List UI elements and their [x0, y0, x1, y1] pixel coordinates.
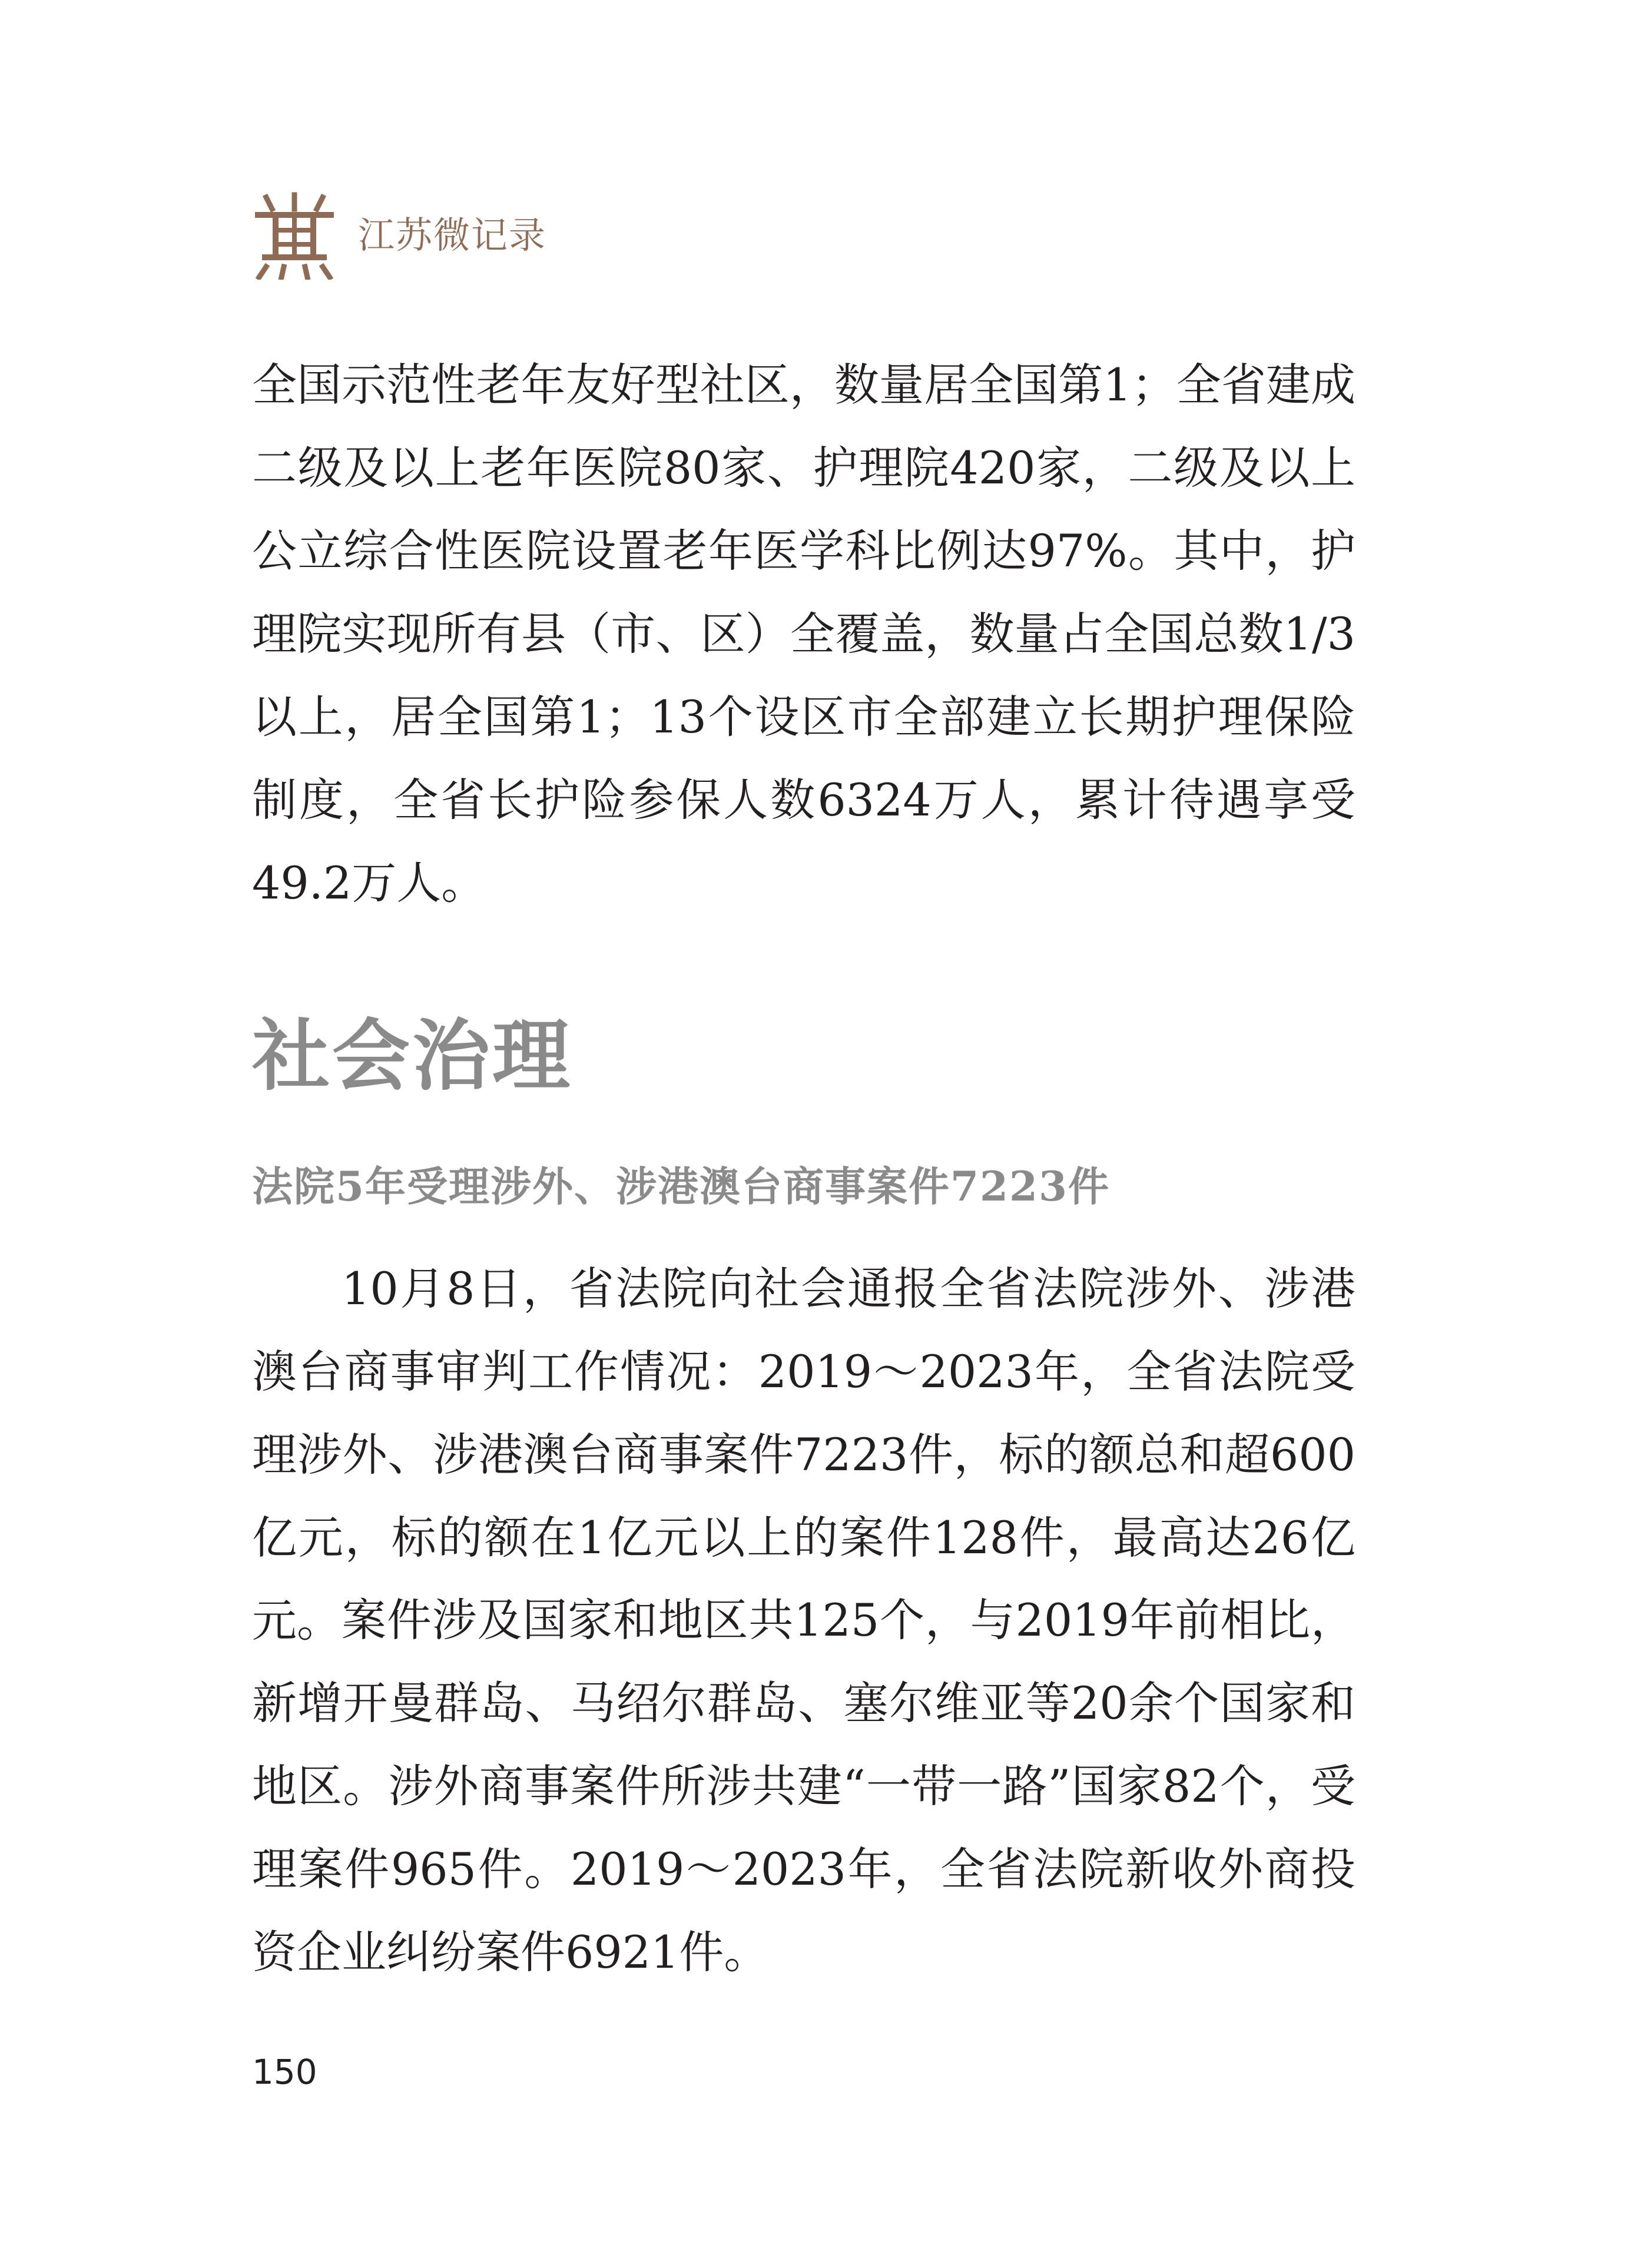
article-paragraph: 10月8日，省法院向社会通报全省法院涉外、涉港澳台商事审判工作情况：2019～2023年，全省法院受理涉外、涉港澳台商事案件7223件，标的额总和超600亿元，标的额在1亿元以上的案件128件，最高达26亿元。	[252, 1262, 1355, 1647]
page-header	[253, 191, 546, 280]
page-number: 150	[252, 2052, 317, 2092]
news-headline: 法院5年受理涉外、涉港澳台商事案件7223件	[252, 1163, 1111, 1211]
section-title: 社会治理	[252, 1011, 572, 1102]
article-paragraph: 案件涉及国家和地区共125个，与2019年前相比，新增开曼群岛、马绍尔群岛、塞尔维亚等20余个国家和地区。涉外商事案件所涉共建“一带一路”国家82个，受理案件965件。2019～2023年，全省法院新收外商投资企业纠纷案件6921件。	[252, 1594, 1355, 1978]
intro-paragraph: 全国示范性老年友好型社区，数量居全国第1；全省建成二级及以上老年医院80家、护理院420家，二级及以上公立综合性医院设置老年医学科比例达97%。其中，护理院实现所有县（市、区）全覆盖，数量占全国总数1/3以上，居全国第1；13个设区市全部建立长期护理保险制度，全省长护险参保人数6324万人，累计待遇享受49.2万人。	[252, 359, 1355, 909]
series-title: 江苏微记录	[358, 214, 547, 257]
jiangsu-seal-logo-icon	[253, 191, 336, 280]
